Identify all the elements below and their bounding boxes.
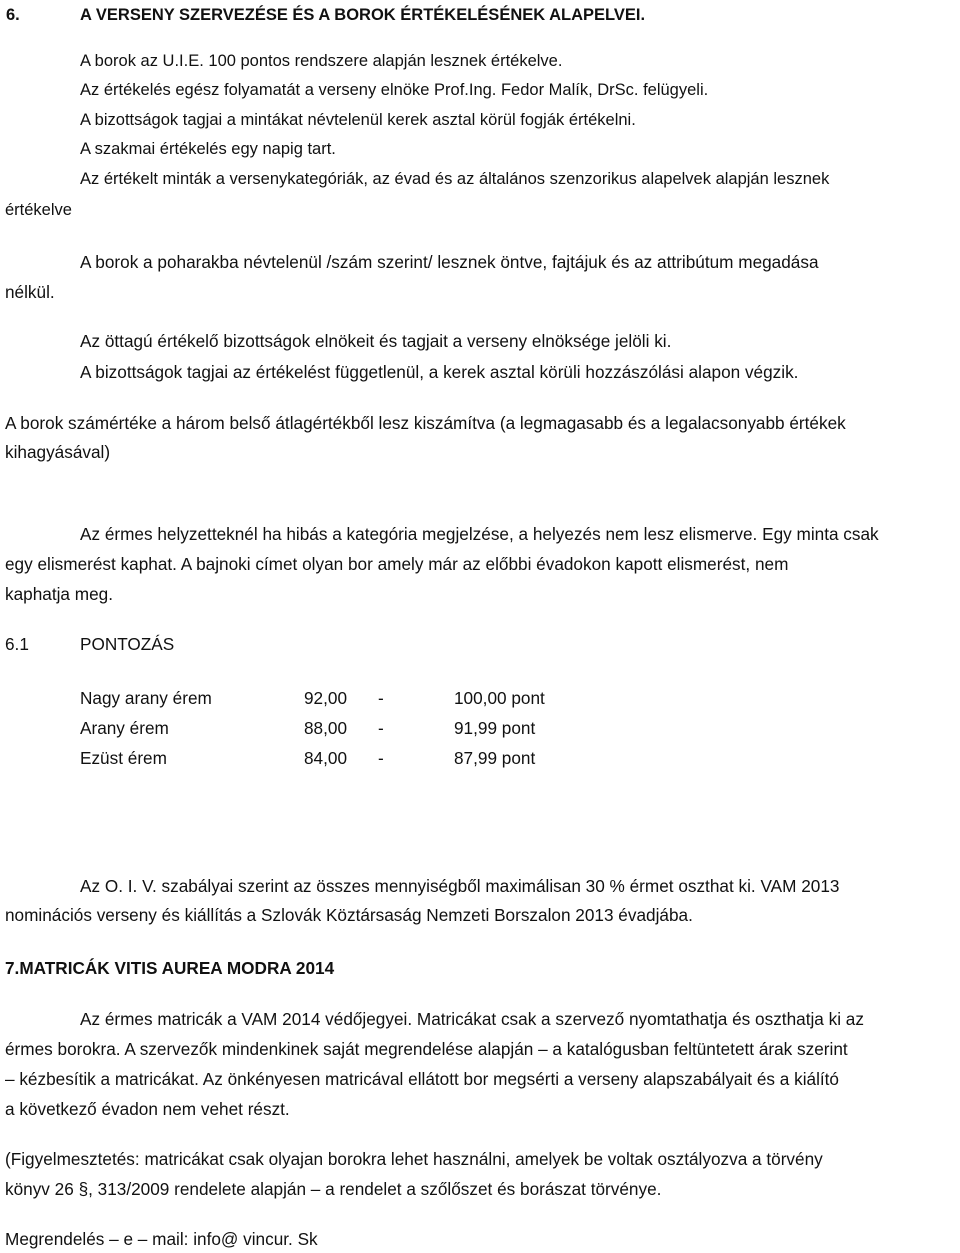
section-6-1-number: 6.1 (5, 634, 29, 654)
range-separator: - (378, 687, 384, 708)
intro-line: A bizottságok tagjai a mintákat névtelenül kerek asztal körül fogják értékelni. (80, 111, 636, 129)
score-to: 87,99 pont (454, 747, 536, 768)
oiv-line: nominációs verseny és kiállítás a Szlovák Köztársaság Nemzeti Borszalon 2013 évadjába. (5, 905, 693, 925)
medal-rules-line: egy elismerést kaphat. A bajnoki címet olyan bor amely már az előbbi évadokon kapott elismerést, nem (5, 554, 789, 574)
intro-line: A borok az U.I.E. 100 pontos rendszere alapján lesznek értékelve. (80, 52, 563, 70)
committee-line: Az öttagú értékelő bizottságok elnökeit és tagjait a verseny elnöksége jelöli ki. (80, 331, 672, 351)
range-separator: - (378, 717, 384, 738)
pour-paragraph-line: nélkül. (5, 282, 55, 302)
score-calc-line: A borok számértéke a három belső átlagértékből lesz kiszámítva (a legmagasabb és a legalacsonyabb értékek (5, 413, 846, 433)
medal-rules-line: kaphatja meg. (5, 584, 113, 604)
intro-line: értékelve (5, 201, 72, 219)
stickers-line: Az érmes matricák a VAM 2014 védőjegyei. Matricákat csak a szervező nyomtathatja és oszthatja ki az (80, 1009, 864, 1029)
intro-line: A szakmai értékelés egy napig tart. (80, 140, 336, 158)
medal-rules-line: Az érmes helyzetteknél ha hibás a kategória megjelzése, a helyezés nem lesz elismerve. Egy minta csak (80, 524, 879, 544)
stickers-line: érmes borokra. A szervezők mindenkinek saját megrendelése alapján – a katalógusban feltüntetett árak szerint (5, 1039, 848, 1059)
score-to: 91,99 pont (454, 717, 536, 738)
score-from: 88,00 (304, 717, 348, 738)
pour-paragraph-line: A borok a poharakba névtelenül /szám szerint/ lesznek öntve, fajtájuk és az attribútum megadása (80, 252, 819, 272)
table-row (80, 743, 614, 773)
stickers-line: a következő évadon nem vehet részt. (5, 1099, 290, 1119)
medal-score-table (80, 683, 614, 773)
intro-line: Az értékelés egész folyamatát a verseny elnöke Prof.Ing. Fedor Malík, DrSc. felügyeli. (80, 81, 709, 99)
score-to: 100,00 pont (454, 687, 545, 708)
oiv-line: Az O. I. V. szabályai szerint az összes mennyiségből maximálisan 30 % érmet oszthat ki. VAM 2013 (80, 876, 840, 896)
order-email: Megrendelés – e – mail: info@ vincur. Sk (5, 1229, 318, 1249)
section-7-title: 7.MATRICÁK VITIS AUREA MODRA 2014 (5, 958, 335, 978)
warning-line: könyv 26 §, 313/2009 rendelete alapján – a rendelet a szőlőszet és borászat törvénye. (5, 1179, 662, 1199)
stickers-line: – kézbesítik a matricákat. Az önkényesen matricával ellátott bor megsérti a verseny alapszabályait és a kiálító (5, 1069, 839, 1089)
table-row (80, 683, 614, 713)
table-row (80, 713, 614, 743)
score-from: 84,00 (304, 747, 348, 768)
warning-line: (Figyelmesztetés: matricákat csak olyajan borokra lehet használni, amelyek be voltak osztályozva a törvény (5, 1149, 823, 1169)
committee-line: A bizottságok tagjai az értékelést függetlenül, a kerek asztal körüli hozzászólási alapon végzik. (80, 362, 799, 382)
score-from: 92,00 (304, 687, 348, 708)
medal-name: Nagy arany érem (80, 687, 212, 708)
range-separator: - (378, 747, 384, 768)
intro-line: Az értékelt minták a versenykategóriák, az évad és az általános szenzorikus alapelvek alapján lesznek (80, 170, 830, 188)
section-6-number: 6. (6, 6, 20, 24)
medal-name: Ezüst érem (80, 747, 167, 768)
section-6-title: A VERSENY SZERVEZÉSE ÉS A BOROK ÉRTÉKELÉSÉNEK ALAPELVEI. (80, 6, 646, 24)
score-calc-line: kihagyásával) (5, 442, 111, 462)
medal-name: Arany érem (80, 717, 169, 738)
section-6-1-title: PONTOZÁS (80, 634, 175, 654)
